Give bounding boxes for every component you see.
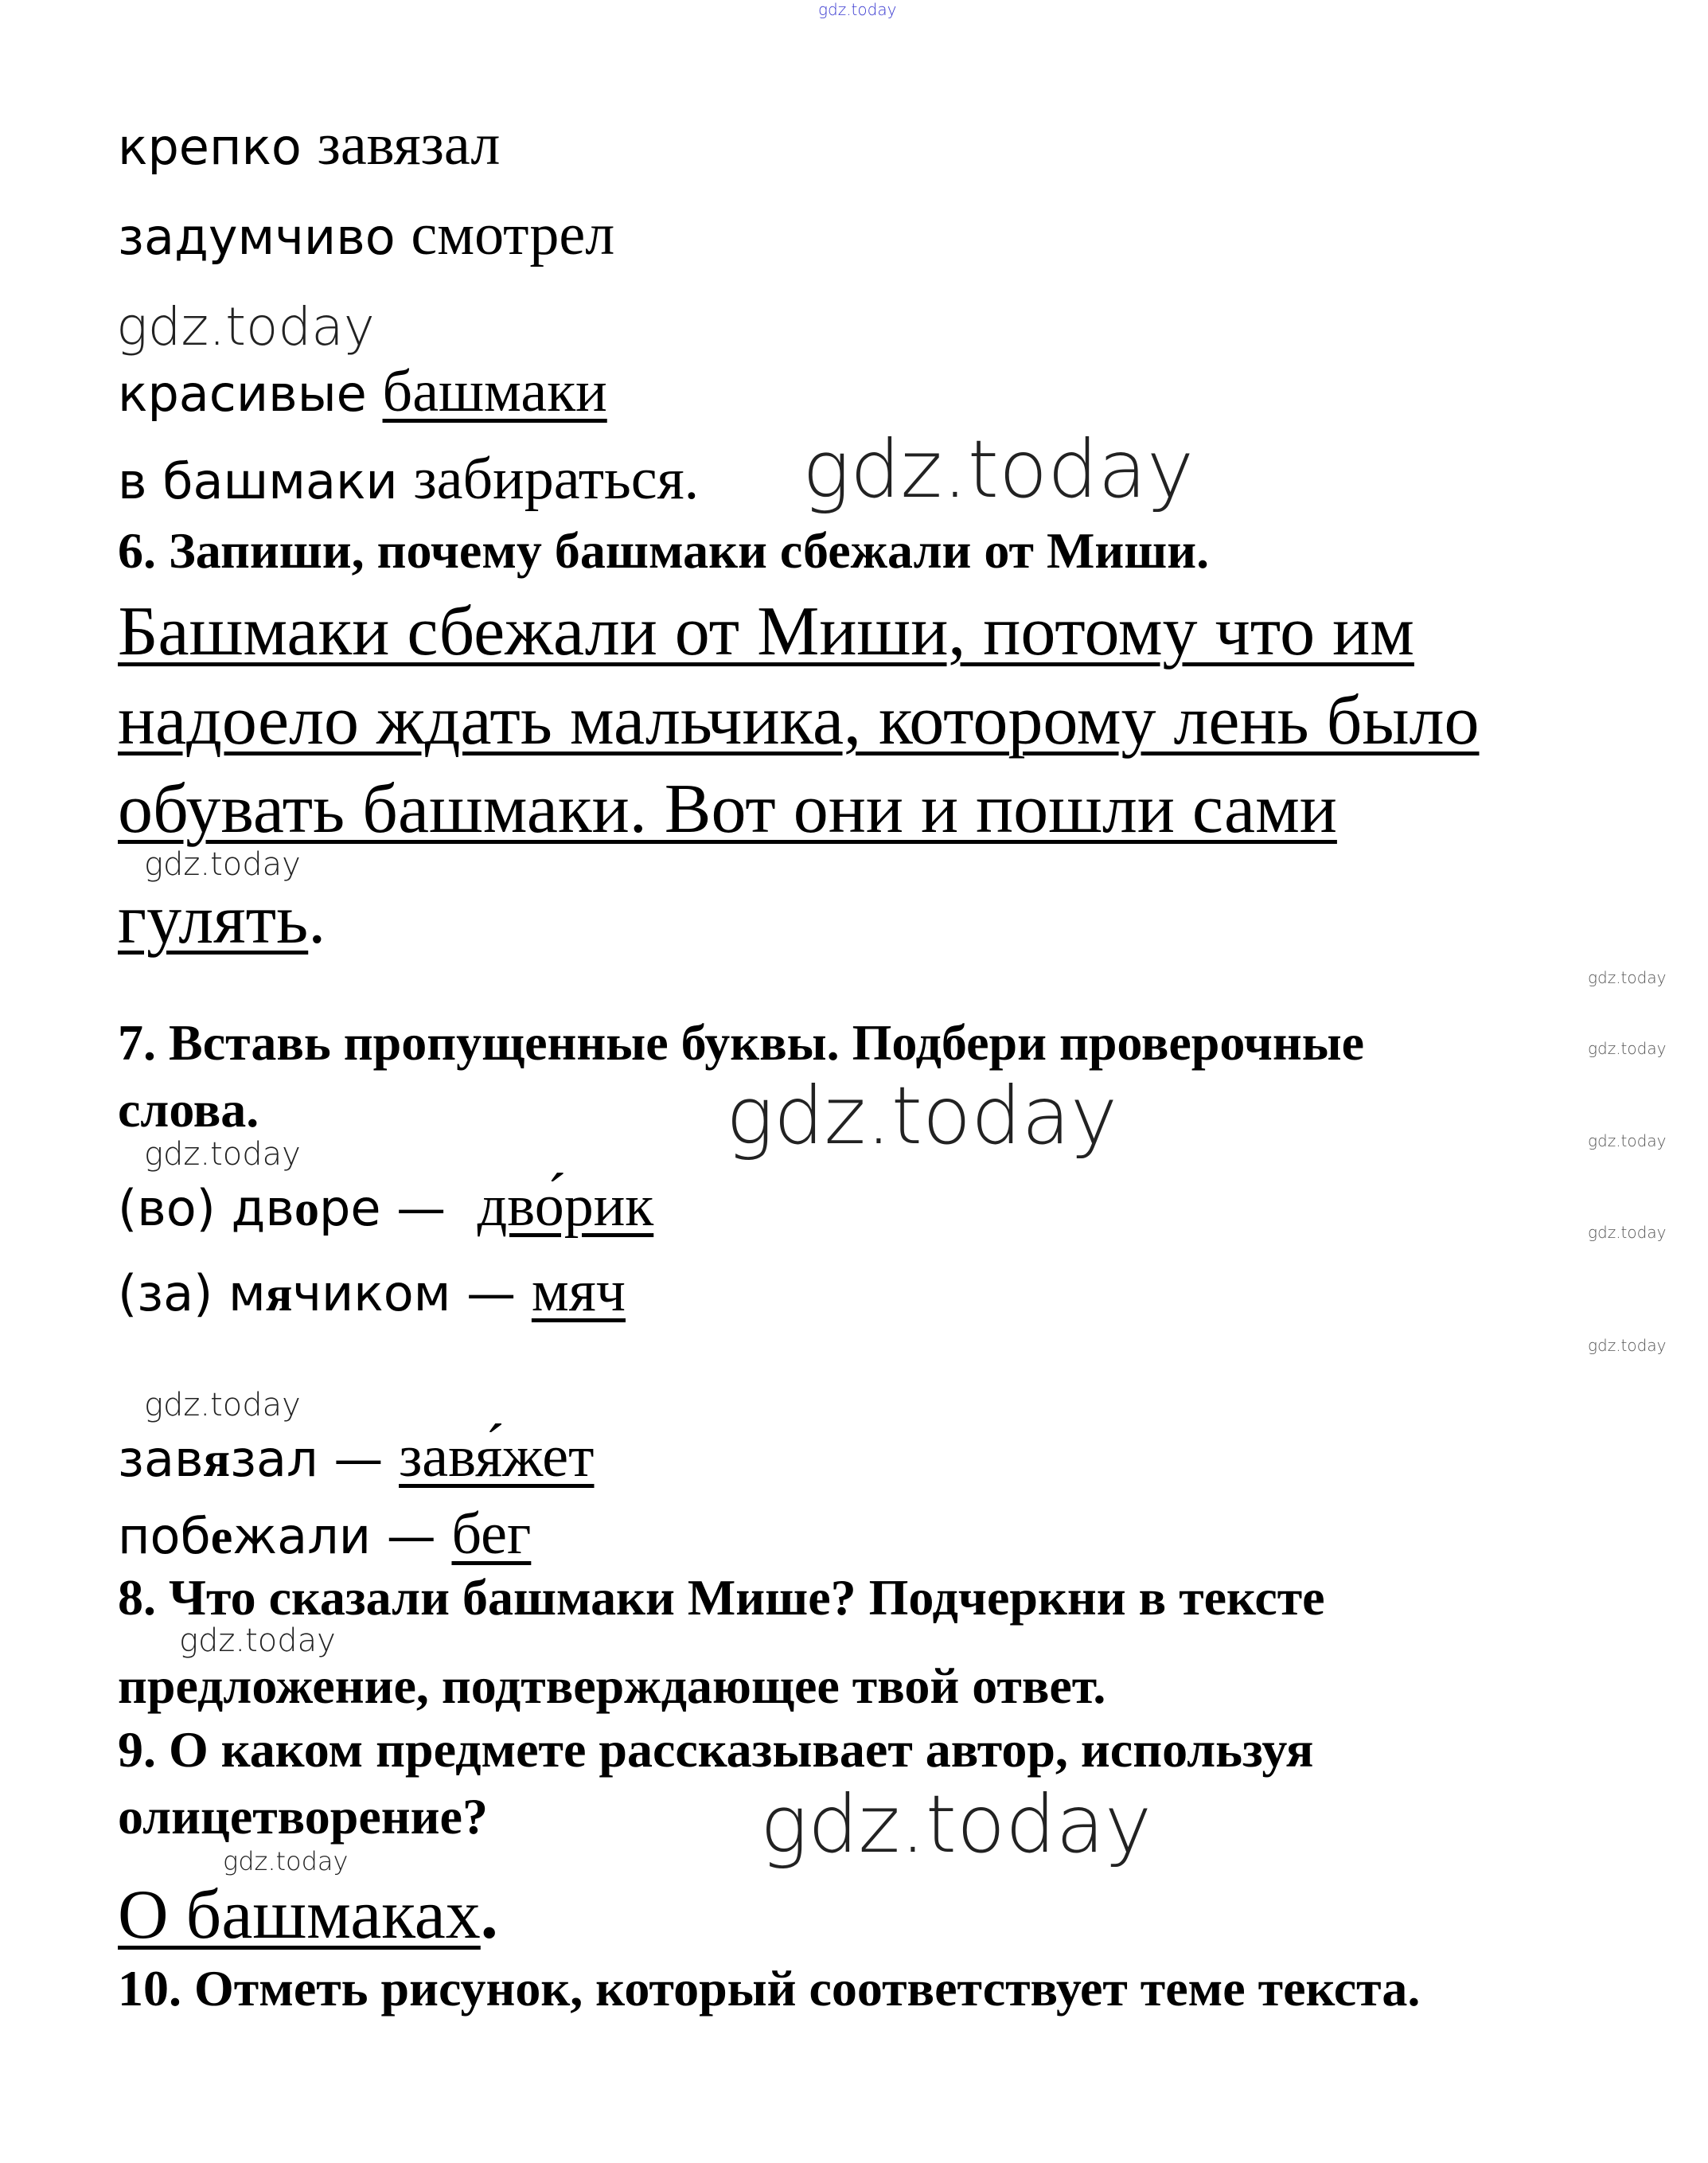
watermark: gdz.today <box>1588 968 1667 987</box>
answer-9 <box>118 1876 498 1954</box>
word-prefix: зав <box>118 1430 204 1488</box>
word-pair <box>118 1173 654 1239</box>
phrase-plain: крепко <box>118 118 302 176</box>
question-8-line1: 8. Что сказали башмаки Мише? Подчеркни в тексте <box>118 1569 1325 1626</box>
question-9-line2: олицетворение? <box>118 1788 488 1845</box>
check-word: бег <box>451 1501 532 1567</box>
watermark: gdz.today <box>1588 1223 1667 1242</box>
watermark: gdz.today <box>144 1136 301 1173</box>
answer-line <box>118 881 326 959</box>
watermark: gdz.today <box>802 423 1195 516</box>
answer-line: Башмаки сбежали от Миши, потому что им <box>118 593 1414 670</box>
word-suffix: жали — <box>232 1507 436 1565</box>
watermark: gdz.today <box>1588 1039 1667 1058</box>
phrase-line <box>118 112 501 178</box>
phrase-plain: в башмаки <box>118 452 398 510</box>
inserted-letter: я <box>203 1433 231 1487</box>
word-suffix: зал — <box>230 1430 384 1488</box>
word-prefix: (за) м <box>118 1264 266 1322</box>
inserted-letter: о <box>294 1182 319 1236</box>
watermark: gdz.today <box>1588 1336 1667 1355</box>
answer-line: надоело ждать мальчика, которому лень было <box>118 682 1480 759</box>
inserted-letter: я <box>265 1267 293 1322</box>
phrase-word: смотрел <box>411 202 615 267</box>
check-word: дво́рик <box>477 1173 654 1239</box>
watermark: gdz.today <box>144 1387 301 1423</box>
watermark: gdz.today <box>726 1069 1118 1162</box>
word-prefix: (во) дв <box>118 1179 294 1237</box>
watermark: gdz.today <box>760 1778 1152 1871</box>
phrase-plain: красивые <box>118 365 367 423</box>
answer-text: гулять <box>118 881 309 959</box>
watermark: gdz.today <box>223 1846 349 1876</box>
question-7-line1: 7. Вставь пропущенные буквы. Подбери проверочные <box>118 1014 1365 1071</box>
check-word: завя́жет <box>399 1424 595 1490</box>
question-6: 6. Запиши, почему башмаки сбежали от Миши. <box>118 522 1210 579</box>
phrase-line <box>118 202 615 267</box>
watermark-top: gdz.today <box>818 0 897 19</box>
question-9-line1: 9. О каком предмете рассказывает автор, используя <box>118 1721 1314 1778</box>
answer-period: . <box>308 881 326 959</box>
watermark: gdz.today <box>1588 1131 1667 1150</box>
check-word: мяч <box>531 1259 626 1324</box>
phrase-line <box>118 447 700 512</box>
phrase-plain: задумчиво <box>118 208 396 266</box>
watermark: gdz.today <box>179 1622 336 1659</box>
word-pair <box>118 1259 626 1324</box>
inserted-letter: е <box>210 1510 233 1564</box>
question-10: 10. Отметь рисунок, который соответствует теме текста. <box>118 1960 1421 2017</box>
phrase-word: башмаки <box>382 359 607 424</box>
word-suffix: чиком — <box>292 1264 517 1322</box>
word-pair <box>118 1501 532 1567</box>
word-prefix: поб <box>118 1507 211 1565</box>
phrase-word: забираться. <box>413 447 700 512</box>
phrase-word: завязал <box>317 112 501 178</box>
question-7-line2: слова. <box>118 1081 259 1138</box>
question-8-line2: предложение, подтверждающее твой ответ. <box>118 1657 1106 1714</box>
answer-period: . <box>480 1876 498 1954</box>
watermark: gdz.today <box>144 846 301 883</box>
phrase-line <box>118 359 607 424</box>
answer-text: О башмаках <box>118 1876 481 1954</box>
word-pair <box>118 1424 595 1490</box>
answer-line: обувать башмаки. Вот они и пошли сами <box>118 771 1337 848</box>
word-suffix: ре — <box>318 1179 446 1237</box>
watermark: gdz.today <box>116 296 375 357</box>
